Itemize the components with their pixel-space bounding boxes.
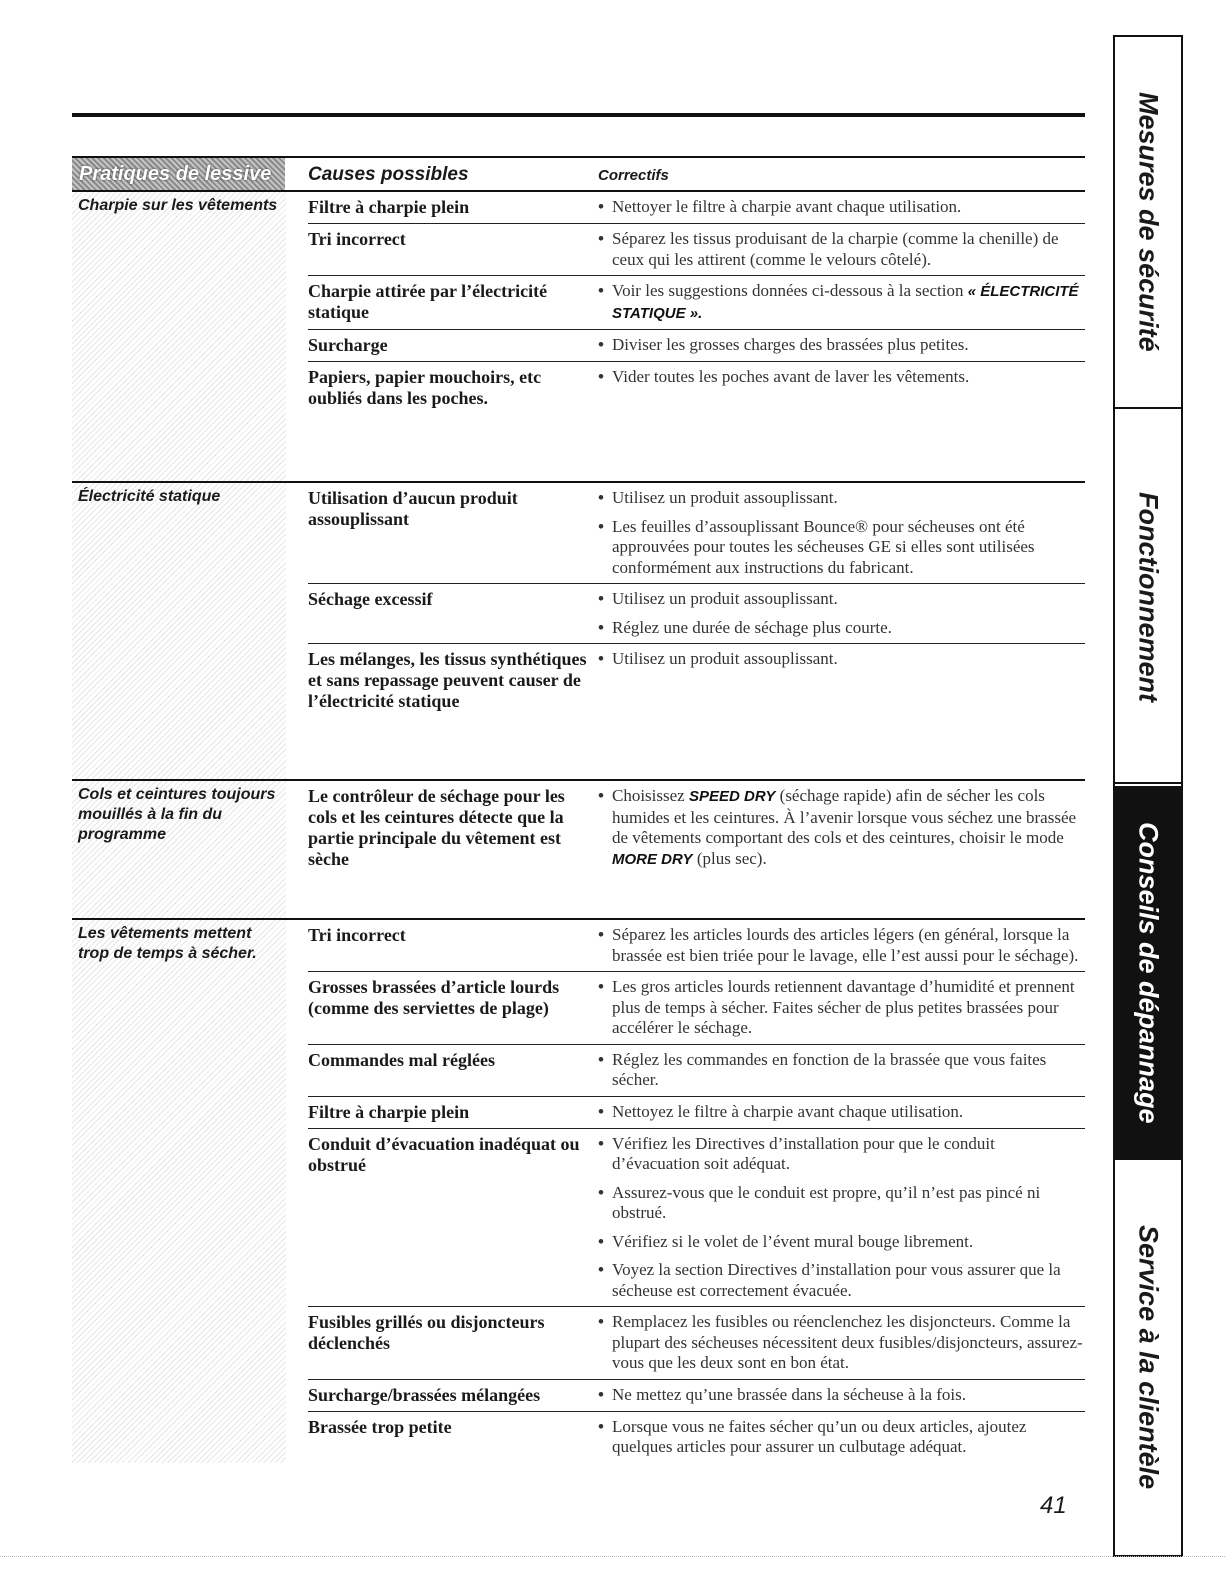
table-row <box>308 781 1085 875</box>
bullet-icon: • <box>598 617 604 637</box>
bullet-icon: • <box>598 1416 604 1436</box>
fix-item <box>598 1232 1085 1253</box>
problem-label: Charpie sur les vêtements <box>72 192 286 481</box>
fix-item <box>598 281 1085 324</box>
cause-rows <box>286 483 1085 779</box>
cause-text: Fusibles grillés ou disjoncteurs déclenchés <box>308 1312 545 1353</box>
table-row <box>308 583 1085 643</box>
fix-text: Nettoyez le filtre à charpie avant chaque utilisation. <box>612 1101 964 1121</box>
bullet-icon: • <box>598 1260 604 1279</box>
tab-conseils-de-depannage[interactable] <box>1115 786 1181 1160</box>
fix-list <box>598 365 1085 409</box>
fix-text: Vider toutes les poches avant de laver les vêtements. <box>612 367 970 386</box>
fix-list <box>598 647 1085 712</box>
problem-section <box>72 918 1085 1463</box>
cause-text: Utilisation d’aucun produit assouplissant <box>308 488 518 529</box>
cause-rows <box>286 192 1085 481</box>
cause-text: Surcharge/brassées mélangées <box>308 1384 541 1405</box>
cause-text: Séchage excessif <box>308 589 433 609</box>
cause-text: Charpie attirée par l’électricité statique <box>308 281 548 322</box>
fix-text: Lorsque vous ne faites sécher qu’un ou deux articles, ajoutez quelques articles pour assurer un culbutage adéquat. <box>612 1416 1027 1456</box>
cause-text: Commandes mal réglées <box>308 1049 495 1070</box>
problem-section <box>72 779 1085 918</box>
bullet-icon: • <box>598 367 604 386</box>
bullet-icon: • <box>598 1133 604 1153</box>
cause-text: Surcharge <box>308 335 388 355</box>
fix-item <box>598 1260 1085 1301</box>
bullet-icon: • <box>598 229 604 248</box>
fix-item <box>598 488 1085 509</box>
fix-text: Utilisez un produit assouplissant. <box>612 488 838 507</box>
fix-text: Réglez les commandes en fonction de la brassée que vous faites sécher. <box>612 1049 1047 1089</box>
table-row <box>308 1096 1085 1128</box>
bullet-icon: • <box>598 649 604 668</box>
fix-item <box>598 517 1085 579</box>
bullet-icon: • <box>598 335 604 354</box>
fix-item <box>598 649 1085 670</box>
fix-text: Vérifiez les Directives d’installation pour que le conduit d’évacuation soit adéquat. <box>612 1133 995 1173</box>
table-row <box>308 920 1085 971</box>
fix-text: Vérifiez si le volet de l’évent mural bouge librement. <box>612 1231 974 1251</box>
fix-text: Nettoyer le filtre à charpie avant chaque utilisation. <box>612 197 962 216</box>
cause-text: Tri incorrect <box>308 229 406 249</box>
fix-text: Choisissez <box>612 786 689 805</box>
fix-text: Utilisez un produit assouplissant. <box>612 649 838 668</box>
fix-item <box>598 1183 1085 1224</box>
table-row <box>308 1128 1085 1307</box>
cause-text: Le contrôleur de séchage pour les cols et les ceintures détecte que la partie principale du vêtement est sèche <box>308 786 565 869</box>
table-row <box>308 1379 1085 1411</box>
bullet-icon: • <box>598 1101 604 1121</box>
fix-text: (séchage rapide) afin de sécher les cols humides et les ceintures. À l’avenir lorsque vous séchez une brassée de vêtements comportant des cols et des ceintures, choisir le mode <box>612 786 1077 847</box>
fix-item <box>598 1417 1085 1458</box>
section-sidebar <box>1113 35 1183 1557</box>
bullet-icon: • <box>598 1049 604 1069</box>
fix-item <box>598 589 1085 610</box>
bullet-icon: • <box>598 977 604 996</box>
fix-text: Voir les suggestions données ci-dessous à la section <box>612 281 964 300</box>
fix-list <box>598 1100 1085 1123</box>
problem-section <box>72 190 1085 481</box>
fix-text: Les feuilles d’assouplissant Bounce® pour sécheuses ont été approuvées pour toutes les sécheuses GE si elles sont utilisées conformément aux instructions du fabricant. <box>612 516 1035 577</box>
table-row <box>308 1306 1085 1379</box>
tab-label: Service à la clientèle <box>1133 1225 1164 1490</box>
fix-item <box>598 1385 1085 1406</box>
table-body <box>72 190 1085 1463</box>
fix-list <box>598 279 1085 324</box>
bullet-icon: • <box>598 1231 604 1251</box>
fix-text: Utilisez un produit assouplissant. <box>612 589 838 608</box>
fix-item <box>598 367 1085 388</box>
section-reference: « ÉLECTRICITÉ STATIQUE ». <box>612 283 1079 322</box>
fix-item <box>598 786 1085 870</box>
fix-item <box>598 925 1085 966</box>
problem-section <box>72 481 1085 779</box>
tab-service-a-la-clientele[interactable] <box>1115 1160 1181 1555</box>
bullet-icon: • <box>598 1312 604 1331</box>
cause-text: Conduit d’évacuation inadéquat ou obstrué <box>308 1133 580 1175</box>
page-number: 41 <box>1040 1492 1067 1519</box>
table-row <box>308 643 1085 717</box>
table-row <box>308 192 1085 223</box>
bullet-icon: • <box>598 488 604 507</box>
cause-text: Filtre à charpie plein <box>308 197 470 217</box>
bullet-icon: • <box>598 197 604 216</box>
problem-label: Électricité statique <box>72 483 286 779</box>
fix-text: Voyez la section Directives d’installation pour vous assurer que la sécheuse est correctement évacuée. <box>612 1260 1061 1300</box>
fix-item <box>598 1312 1085 1374</box>
fix-text: Les gros articles lourds retiennent davantage d’humidité et prennent plus de temps à sécher. Faites sécher de plus petites brassées pour accélérer le séchage. <box>612 977 1075 1037</box>
fix-list <box>598 1415 1085 1458</box>
cause-text: Tri incorrect <box>308 925 406 945</box>
fix-list <box>598 227 1085 270</box>
header-practices: Pratiques de lessive <box>72 158 285 190</box>
fix-list <box>598 784 1085 870</box>
fix-text: Remplacez les fusibles ou réenclenchez les disjoncteurs. Comme la plupart des sécheuses nécessitent deux fusibles/disjoncteurs, assurez-vous que les deux sont en bon état. <box>612 1312 1083 1372</box>
bullet-icon: • <box>598 281 604 300</box>
cause-text: Filtre à charpie plein <box>308 1101 470 1122</box>
fix-text: (plus sec). <box>692 848 767 868</box>
cause-text: Les mélanges, les tissus synthétiques et sans repassage peuvent causer de l’électricité statique <box>308 649 587 711</box>
fix-item <box>598 1102 1085 1123</box>
cause-rows <box>286 781 1085 918</box>
fix-list <box>598 1383 1085 1406</box>
fix-item <box>598 229 1085 270</box>
fix-list <box>598 975 1085 1039</box>
bottom-dotted-line <box>0 1556 1225 1557</box>
fix-list <box>598 1048 1085 1091</box>
table-row <box>308 361 1085 414</box>
bullet-icon: • <box>598 925 604 944</box>
fix-text: Ne mettez qu’une brassée dans la sécheuse à la fois. <box>612 1384 967 1404</box>
cause-text: Grosses brassées d’article lourds (comme des serviettes de plage) <box>308 977 560 1018</box>
table-row <box>308 1044 1085 1096</box>
fix-text: Assurez-vous que le conduit est propre, qu’il n’est pas pincé ni obstrué. <box>612 1182 1041 1222</box>
problem-label: Cols et ceintures toujours mouillés à la fin du programme <box>72 781 286 918</box>
setting-keyword: MORE DRY <box>612 850 693 868</box>
fix-item <box>598 618 1085 639</box>
tab-fonctionnement[interactable] <box>1115 411 1181 784</box>
header-fixes: Correctifs <box>598 167 669 184</box>
table-row <box>308 483 1085 583</box>
cause-text: Brassée trop petite <box>308 1416 452 1437</box>
fix-text: Diviser les grosses charges des brassées plus petites. <box>612 335 969 354</box>
fix-item <box>598 977 1085 1039</box>
bullet-icon: • <box>598 516 604 536</box>
bullet-icon: • <box>598 1384 604 1404</box>
cause-text: Papiers, papier mouchoirs, etc oubliés dans les poches. <box>308 367 542 408</box>
table-row <box>308 223 1085 275</box>
tab-label: Mesures de sécurité <box>1133 92 1164 352</box>
fix-list <box>598 195 1085 218</box>
table-header <box>72 156 1085 190</box>
cause-rows <box>286 920 1085 1463</box>
fix-list <box>598 1132 1085 1302</box>
table-row <box>308 1411 1085 1463</box>
table-row <box>308 275 1085 329</box>
fix-text: Séparez les articles lourds des articles légers (en général, lorsque la brassée est bien triée pour le lavage, elle l’est aussi pour le séchage). <box>612 925 1079 965</box>
fix-list <box>598 587 1085 638</box>
setting-keyword: SPEED DRY <box>688 788 776 805</box>
troubleshooting-table <box>72 156 1085 1463</box>
fix-list <box>598 1310 1085 1374</box>
fix-item <box>598 1050 1085 1091</box>
tab-label: Fonctionnement <box>1133 491 1164 702</box>
fix-item <box>598 197 1085 218</box>
top-rule <box>72 113 1085 117</box>
table-row <box>308 329 1085 361</box>
fix-list <box>598 923 1085 966</box>
fix-list <box>598 486 1085 578</box>
fix-text: Séparez les tissus produisant de la charpie (comme la chenille) de ceux qui les attirent (comme le velours côtelé). <box>612 229 1059 269</box>
tab-mesures-de-securite[interactable] <box>1115 37 1181 409</box>
fix-item <box>598 1134 1085 1175</box>
fix-text: Réglez une durée de séchage plus courte. <box>612 617 892 637</box>
header-causes: Causes possibles <box>308 164 469 185</box>
fix-item <box>598 335 1085 356</box>
bullet-icon: • <box>598 589 604 608</box>
problem-label: Les vêtements mettent trop de temps à sécher. <box>72 920 286 1463</box>
bullet-icon: • <box>598 1182 604 1202</box>
tab-label: Conseils de dépannage <box>1133 822 1164 1124</box>
fix-list <box>598 333 1085 356</box>
bullet-icon: • <box>598 786 604 805</box>
table-row <box>308 971 1085 1044</box>
